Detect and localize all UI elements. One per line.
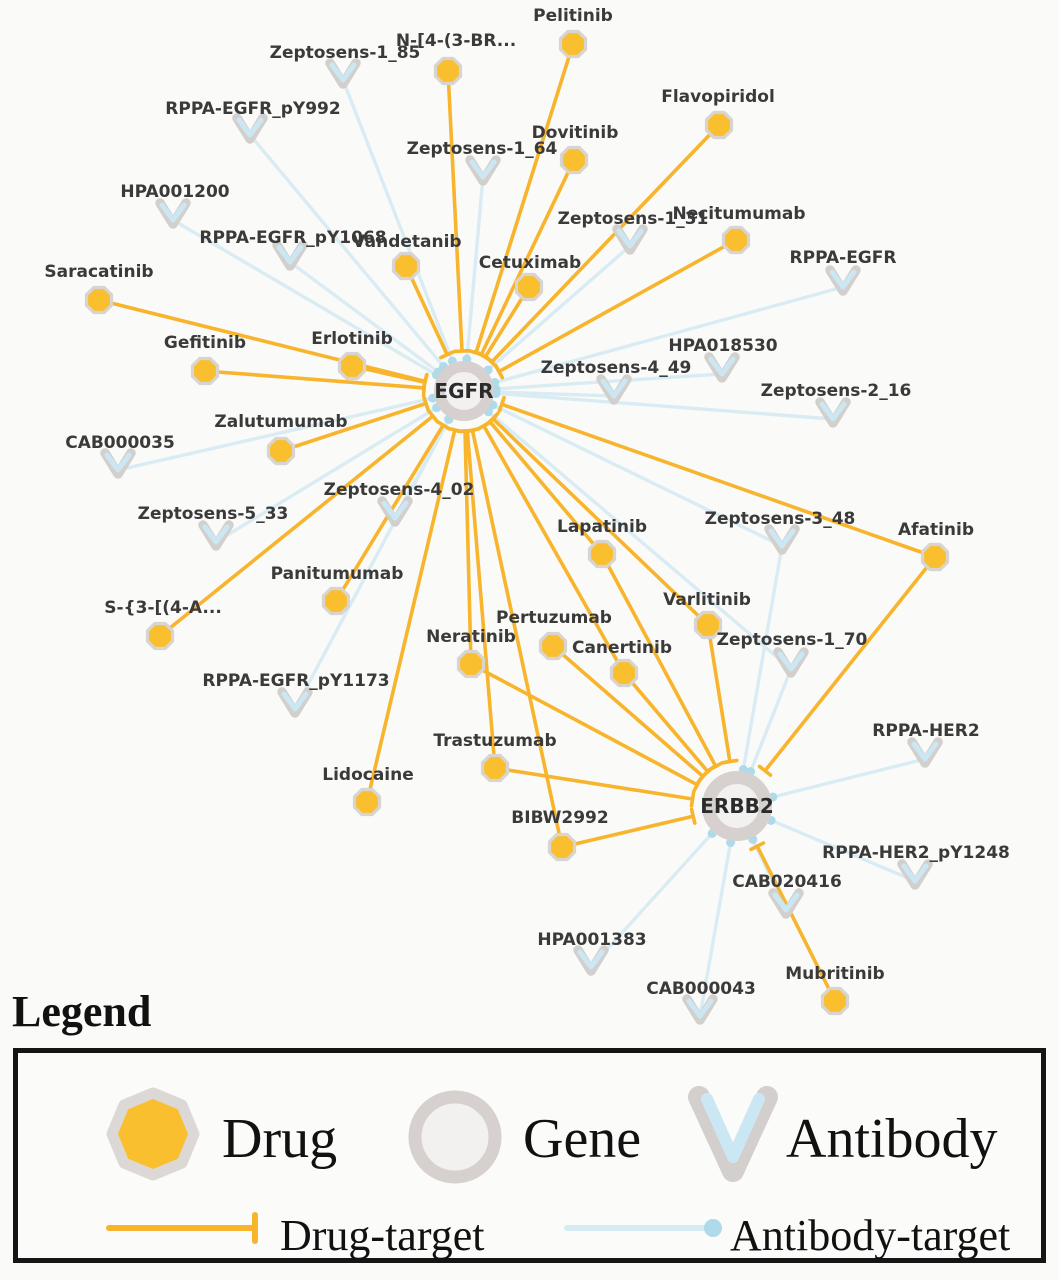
node-label-hpa001200: HPA001200 — [120, 182, 230, 202]
legend-drug-target-label: Drug-target — [280, 1211, 485, 1260]
node-label-zeptosens_5_33: Zeptosens-5_33 — [137, 504, 289, 524]
node-label-hpa018530: HPA018530 — [668, 336, 778, 356]
edge-drug-target-tee — [692, 809, 695, 823]
node-label-saracatinib: Saracatinib — [44, 262, 154, 282]
node-label-panitumumab: Panitumumab — [270, 564, 404, 584]
drug-node-cetuximab — [517, 275, 542, 300]
drug-node-gefitinib — [193, 359, 218, 384]
drug-octagon-icon — [100, 1081, 206, 1187]
legend-box — [13, 1048, 1046, 1263]
node-label-s3_4a: S-{3-[(4-A... — [104, 598, 222, 618]
node-label-erbb2: ERBB2 — [700, 794, 774, 818]
node-label-zeptosens_3_48: Zeptosens-3_48 — [704, 509, 856, 529]
node-label-cab020416: CAB020416 — [732, 872, 842, 892]
drug-node-trastuzumab — [483, 756, 508, 781]
node-label-afatinib: Afatinib — [897, 520, 975, 540]
node-label-bibw2992: BIBW2992 — [511, 808, 609, 828]
drug-node-saracatinib — [87, 288, 112, 313]
node-label-rppa_egfr_py992: RPPA-EGFR_pY992 — [165, 99, 341, 119]
drug-node-s3_4a — [148, 624, 173, 649]
node-label-zeptosens_1_31: Zeptosens-1_31 — [557, 209, 709, 229]
node-label-varlitinib: Varlitinib — [663, 590, 751, 610]
legend-title: Legend — [12, 987, 152, 1036]
drug-node-vandetanib — [394, 254, 419, 279]
edge-antibody-target — [343, 80, 452, 361]
legend-drug-label: Drug — [222, 1108, 338, 1170]
node-label-necitumumab: Necitumumab — [672, 204, 806, 224]
drug-node-neratinib — [459, 652, 484, 677]
node-label-zeptosens_1_64: Zeptosens-1_64 — [406, 139, 558, 159]
edge-drug-target — [492, 125, 719, 362]
edge-drug-target-tee — [691, 792, 693, 806]
node-label-lidocaine: Lidocaine — [322, 765, 414, 785]
node-label-zeptosens_4_02: Zeptosens-4_02 — [323, 480, 475, 500]
gene-ring-icon — [405, 1087, 505, 1187]
node-label-gefitinib: Gefitinib — [163, 333, 247, 353]
node-label-pertuzumab: Pertuzumab — [496, 608, 612, 628]
drug-target-edge-icon — [105, 1211, 270, 1245]
drug-node-bibw2992 — [550, 835, 575, 860]
node-label-erlotinib: Erlotinib — [311, 329, 393, 349]
edge-antibody-target — [773, 759, 925, 797]
legend-antibody-label: Antibody — [786, 1108, 998, 1170]
drug-node-afatinib — [923, 545, 948, 570]
node-label-mubritinib: Mubritinib — [785, 964, 885, 984]
node-label-dovitinib: Dovitinib — [531, 123, 619, 143]
node-label-pelitinib: Pelitinib — [533, 6, 613, 26]
legend-gene-label: Gene — [523, 1108, 642, 1170]
legend-antibody-target-label: Antibody-target — [730, 1211, 1011, 1260]
node-label-zeptosens_4_49: Zeptosens-4_49 — [540, 358, 692, 378]
drug-node-zalutumumab — [269, 439, 294, 464]
edge-drug-target — [495, 768, 693, 799]
node-label-rppa_egfr_py1173: RPPA-EGFR_pY1173 — [202, 671, 390, 691]
node-label-hpa001383: HPA001383 — [537, 930, 647, 950]
drug-node-erlotinib — [340, 354, 365, 379]
node-label-zeptosens_1_70: Zeptosens-1_70 — [716, 630, 868, 650]
edge-drug-target — [448, 71, 462, 351]
node-label-rppa_egfr_py1068: RPPA-EGFR_pY1068 — [199, 228, 387, 248]
drug-node-canertinib — [612, 661, 637, 686]
node-label-n4_3br: N-[4-(3-BR... — [395, 31, 517, 51]
node-label-neratinib: Neratinib — [426, 627, 516, 647]
node-label-rppa_egfr: RPPA-EGFR — [789, 248, 897, 268]
drug-node-flavopiridol — [707, 113, 732, 138]
drug-node-panitumumab — [324, 589, 349, 614]
node-label-flavopiridol: Flavopiridol — [661, 87, 775, 107]
antibody-target-edge-icon — [563, 1211, 728, 1245]
node-label-rppa_her2_py1248: RPPA-HER2_pY1248 — [822, 843, 1010, 863]
antibody-chevron-icon — [678, 1075, 788, 1193]
drug-node-dovitinib — [562, 148, 587, 173]
node-label-trastuzumab: Trastuzumab — [433, 731, 557, 751]
drug-node-mubritinib — [823, 989, 848, 1014]
edge-drug-target-tee — [455, 351, 469, 352]
edge-drug-target-tee — [423, 375, 426, 389]
node-label-egfr: EGFR — [434, 379, 494, 403]
node-label-zalutumumab: Zalutumumab — [214, 412, 348, 432]
drug-node-pelitinib — [561, 32, 586, 57]
edge-drug-target-tee — [723, 760, 737, 762]
node-label-lapatinib: Lapatinib — [557, 517, 647, 537]
drug-node-necitumumab — [724, 228, 749, 253]
drug-node-lidocaine — [355, 790, 380, 815]
node-label-vandetanib: Vandetanib — [352, 232, 462, 252]
drug-node-pertuzumab — [541, 634, 566, 659]
drug-node-n4_3br — [436, 59, 461, 84]
node-label-cab000043: CAB000043 — [646, 979, 756, 999]
edge-drug-target — [624, 673, 708, 772]
node-label-zeptosens_2_16: Zeptosens-2_16 — [760, 381, 912, 401]
node-label-zeptosens_1_85: Zeptosens-1_85 — [269, 43, 421, 63]
node-label-canertinib: Canertinib — [571, 638, 673, 658]
node-label-cab000035: CAB000035 — [65, 433, 175, 453]
node-label-rppa_her2: RPPA-HER2 — [872, 721, 980, 741]
edge-antibody-target — [290, 262, 438, 372]
node-label-cetuximab: Cetuximab — [478, 253, 582, 273]
drug-node-lapatinib — [590, 542, 615, 567]
